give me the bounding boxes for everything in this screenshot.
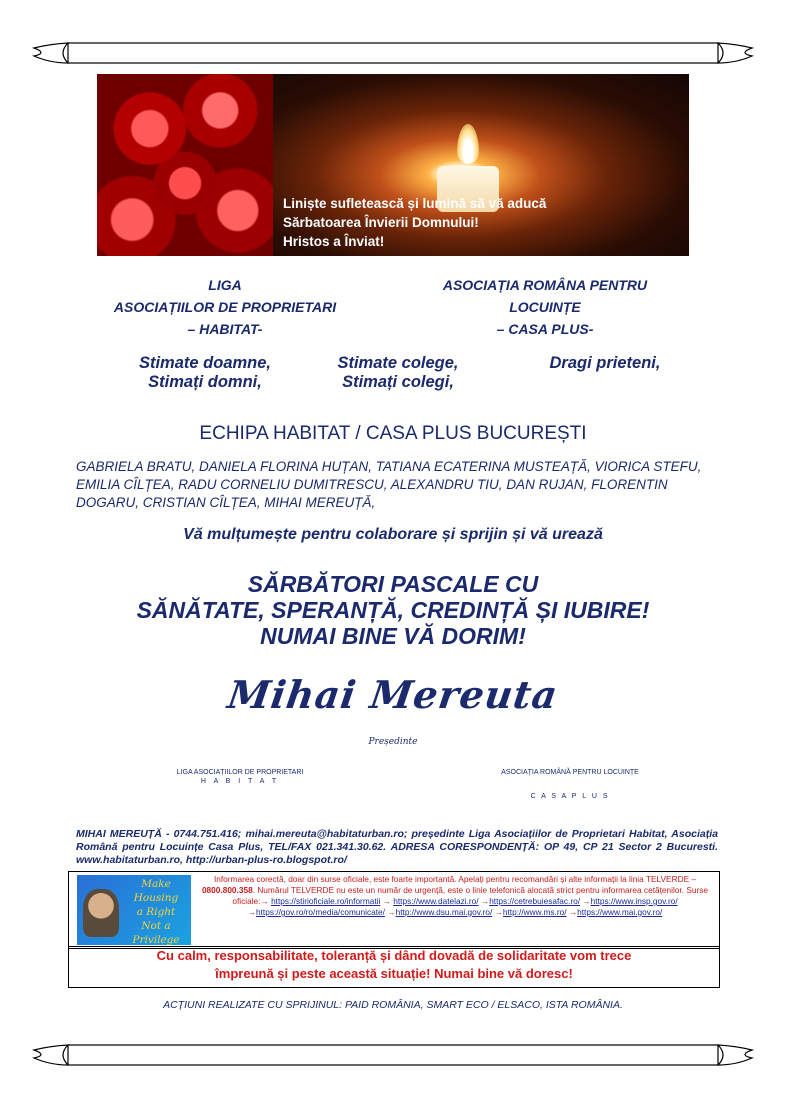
greeting-line: Stimate colege,	[337, 354, 459, 372]
slogan-line: a Right	[136, 906, 176, 918]
small-org-line: LIGA ASOCIAȚIILOR DE PROPRIETARI	[176, 769, 304, 776]
org-right-title	[390, 274, 700, 340]
greeting-line: Stimați domni,	[148, 373, 262, 391]
org-right-line: – CASA PLUS-	[496, 321, 594, 337]
slogan-text	[123, 877, 189, 947]
arrow-icon: →	[582, 896, 591, 906]
info-box	[68, 871, 720, 949]
org-left-title	[70, 274, 380, 340]
greeting-line: Stimate doamne,	[138, 354, 272, 372]
signature: Mihai Mereuta	[225, 672, 561, 717]
hero-line: Hristos a Înviat!	[283, 234, 385, 249]
link-stirioficiale[interactable]: https://stirioficiale.ro/informatii	[271, 896, 381, 906]
small-org-right	[470, 768, 670, 801]
easter-wishes	[0, 571, 786, 649]
wishes-line: SĂRBĂTORI PASCALE CU	[247, 571, 539, 597]
link-datelazi[interactable]: https://www.datelazi.ro/	[393, 896, 479, 906]
telverde-phone: 0800.800.358	[201, 885, 253, 895]
org-right-line: LOCUINȚE	[509, 299, 581, 315]
arrow-icon: →	[382, 896, 391, 906]
bottom-scroll-border	[28, 1042, 758, 1070]
info-text-part: Informarea corectă, doar din surse oficiale, este foarte importantă. Apelați pentru recomandări și alte informații la linia TELVERDE –	[213, 874, 697, 884]
portrait-image	[83, 889, 119, 937]
greeting-col-1	[105, 354, 305, 392]
team-title: ECHIPA HABITAT / CASA PLUS BUCUREȘTI	[199, 423, 587, 444]
info-text-part: . Numărul TELVERDE nu este un număr de urgență, este o linie telefonică alocată strict pentru informarea cetățenilor. Surse oficiale:→	[232, 885, 709, 906]
housing-slogan-image	[77, 875, 191, 945]
thanks-line: Vă mulțumește pentru colaborare și sprijin și vă urează	[183, 526, 603, 543]
link-insp[interactable]: https://www.insp.gov.ro/	[590, 896, 678, 906]
link-ms[interactable]: http://www.ms.ro/	[502, 907, 567, 917]
contact-info: MIHAI MEREUȚĂ - 0744.751.416; mihai.mereuta@habitaturban.ro; președinte Liga Asociațiilor de Proprietari Habitat, Asociația Română pentru Locuințe Casa Plus, TEL/FAX 021.341.30.62. ADRESA CORESPONDENȚĂ: OP 49, CP 21 Sector 2 Bucuresti. www.habitaturban.ro, http://urban-plus-ro.blogspot.ro/	[76, 828, 718, 866]
link-cetrebuiesafac[interactable]: https://cetrebuiesafac.ro/	[489, 896, 581, 906]
small-org-line: ASOCIAȚIA ROMÂNĂ PENTRU LOCUINȚE	[501, 769, 639, 776]
arrow-icon: →	[494, 907, 503, 917]
calm-line: Cu calm, responsabilitate, toleranță și dând dovadă de solidaritate vom trece	[156, 948, 632, 963]
org-left-line: ASOCIAȚIILOR DE PROPRIETARI	[113, 299, 337, 315]
link-dsu[interactable]: http://www.dsu.mai.gov.ro/	[395, 907, 493, 917]
arrow-icon: →	[480, 896, 490, 906]
calm-line: împreună și peste această situație! Numai bine vă doresc!	[215, 966, 573, 981]
slogan-line: Not a	[141, 920, 171, 932]
slogan-line: Privilege	[132, 934, 180, 946]
wishes-line: NUMAI BINE VĂ DORIM!	[260, 623, 526, 649]
calm-message-box	[68, 946, 720, 988]
arrow-icon: →	[568, 907, 578, 917]
org-left-line: – HABITAT-	[187, 321, 263, 337]
top-scroll-border	[28, 40, 758, 68]
small-org-line: H A B I T A T	[200, 778, 280, 785]
link-gov-comunicate[interactable]: https://gov.ro/ro/media/comunicate/	[256, 907, 385, 917]
hero-line: Liniște sufletească și lumină să vă aducă	[283, 196, 547, 211]
greeting-col-3	[520, 354, 690, 373]
slogan-line: Housing	[133, 892, 179, 904]
greeting-line: Dragi prieteni,	[549, 354, 661, 372]
greeting-line: Stimați colegi,	[342, 373, 454, 391]
hero-caption	[283, 194, 683, 251]
org-left-line: LIGA	[208, 277, 242, 293]
small-org-left	[160, 768, 320, 786]
slogan-line: Make	[141, 878, 171, 890]
small-org-line: C A S A P L U S	[530, 793, 610, 800]
red-eggs-image	[97, 74, 273, 256]
wishes-line: SĂNĂTATE, SPERANȚĂ, CREDINȚĂ ȘI IUBIRE!	[136, 597, 650, 623]
link-mai[interactable]: https://www.mai.gov.ro/	[577, 907, 663, 917]
info-text	[195, 874, 715, 918]
hero-line: Sărbatoarea Învierii Domnului!	[283, 215, 479, 230]
signer-role: Președinte	[368, 737, 418, 747]
org-right-line: ASOCIAȚIA ROMÂNA PENTRU	[442, 277, 648, 293]
arrow-icon: →	[387, 907, 396, 917]
hero-image	[97, 74, 689, 256]
greeting-col-2	[318, 354, 478, 392]
sponsors-line: ACȚIUNI REALIZATE CU SPRIJINUL: PAID ROMÂNIA, SMART ECO / ELSACO, ISTA ROMÂNIA.	[163, 999, 623, 1011]
team-members: GABRIELA BRATU, DANIELA FLORINA HUȚAN, TATIANA ECATERINA MUSTEAȚĂ, VIORICA STEFU, EMILIA CÎLȚEA, RADU CORNELIU DUMITRESCU, ALEXANDRU TIU, DAN RUJAN, FLORENTIN DOGARU, CRISTIAN CÎLȚEA, MIHAI MEREUȚĂ,	[76, 459, 702, 510]
arrow-icon: →	[247, 907, 256, 917]
